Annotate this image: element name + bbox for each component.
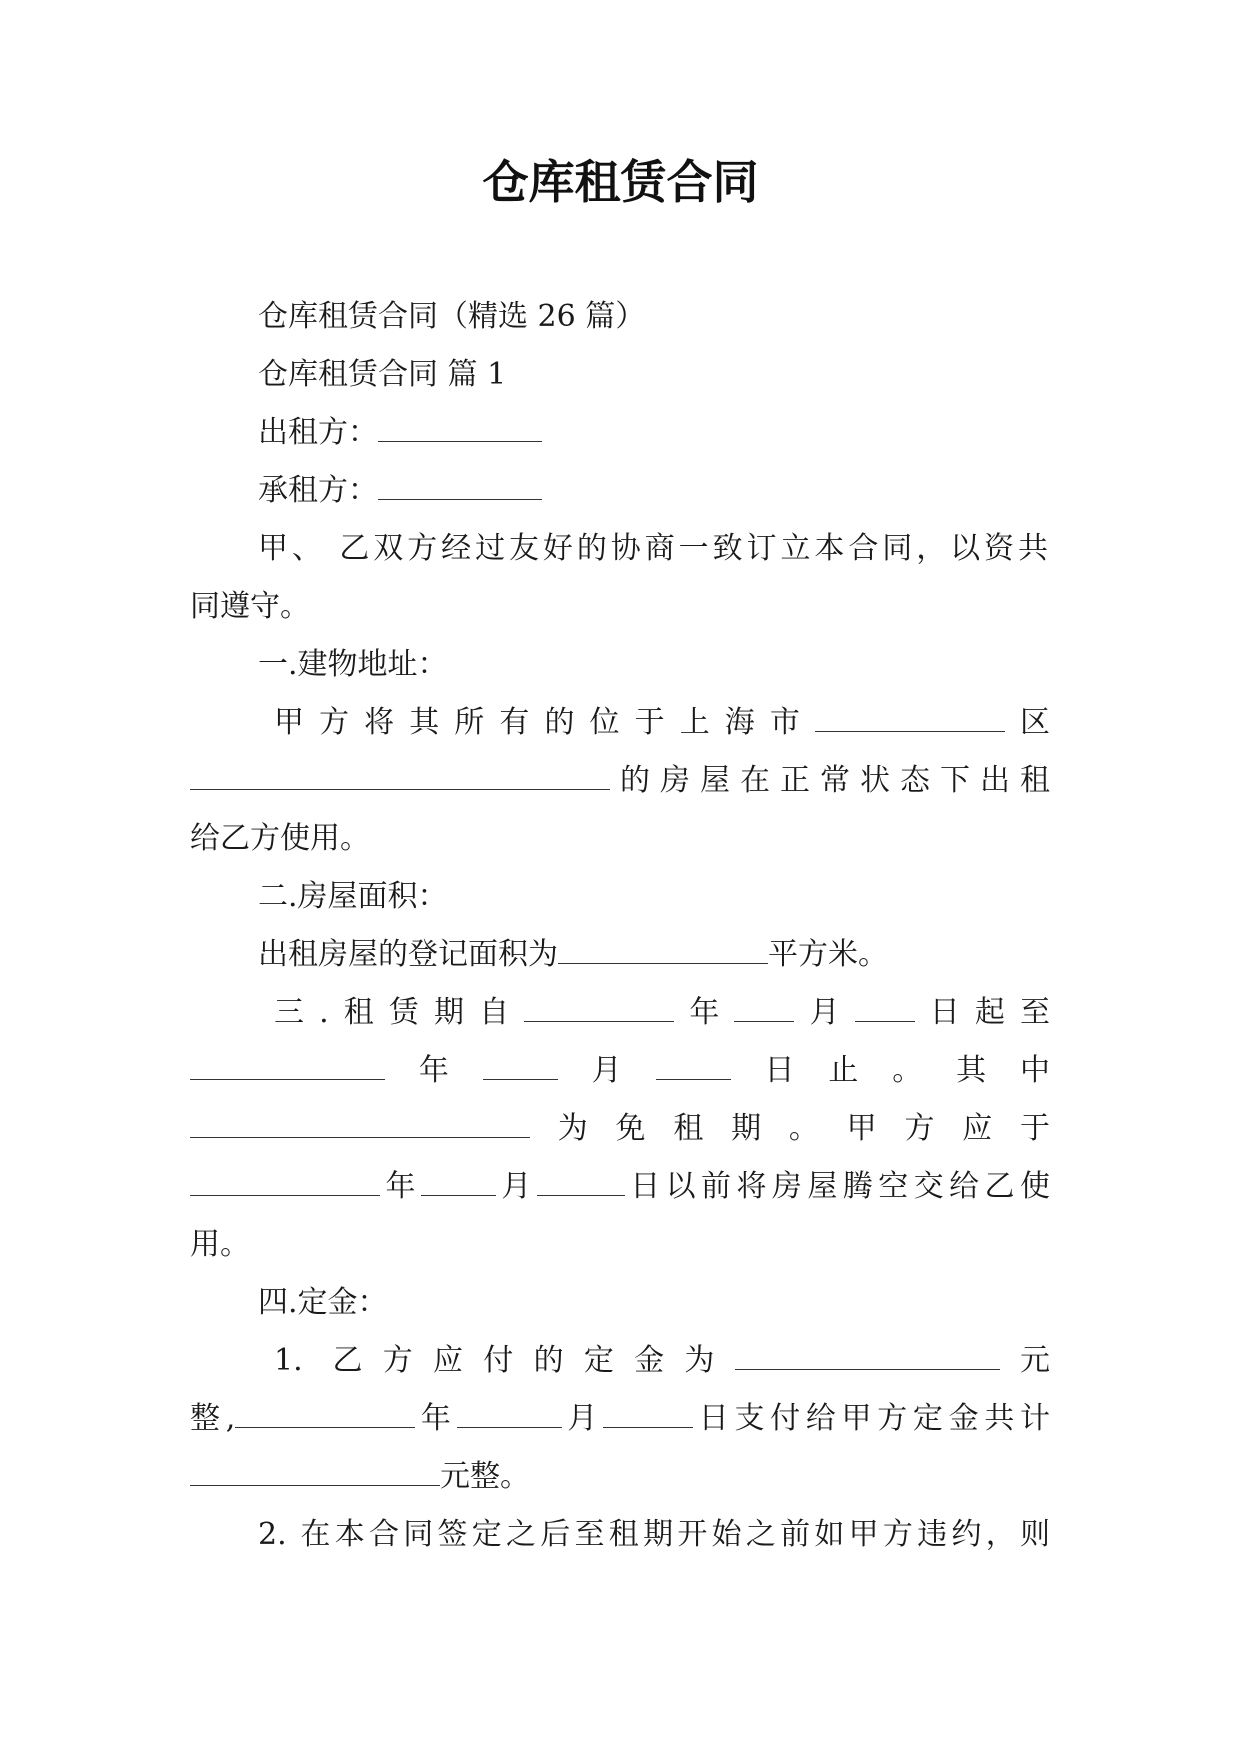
clause3-line-2: [190, 1042, 1050, 1100]
lessee-label: 承租方：: [258, 473, 378, 508]
deposit-amount-blank: [735, 1343, 1000, 1370]
clause1-text: 甲方将其所有的位于上海市: [274, 705, 815, 740]
start-year-label: 年: [674, 995, 735, 1030]
deposit-whole: 整,: [190, 1401, 236, 1436]
end-month-label: 月: [557, 1053, 656, 1088]
clause1-line-3: 给乙方使用。: [190, 821, 370, 856]
deposit-total-unit: 元整。: [440, 1459, 530, 1494]
end-day-blank: [656, 1053, 731, 1080]
free-period-text: 为免租期。甲方应于: [530, 1111, 1050, 1146]
intro-line-2: 同遵守。: [190, 589, 310, 624]
area-blank: [558, 937, 768, 964]
clause4-1-line-2: [190, 1390, 1050, 1448]
clause2-text: 出租房屋的登记面积为: [258, 937, 558, 972]
handover-month-label: 月: [495, 1169, 537, 1204]
deposit-text: 1. 乙方应付的定金为: [274, 1343, 735, 1378]
section-heading: 仓库租赁合同 篇 1: [258, 357, 507, 392]
clause4-heading: 四.定金：: [258, 1285, 388, 1320]
lessor-blank: [378, 415, 542, 442]
deposit-month-label: 月: [561, 1401, 604, 1436]
area-unit: 平方米。: [768, 937, 888, 972]
start-year-blank: [524, 995, 674, 1022]
handover-year-blank: [190, 1169, 380, 1196]
clause1-line-2: [190, 752, 1050, 810]
clause4-2-line: 2. 在本合同签定之后至租期开始之前如甲方违约，则: [258, 1517, 1050, 1552]
deposit-month-blank: [457, 1401, 562, 1428]
free-period-blank: [190, 1111, 530, 1138]
clause3-line-5: 用。: [190, 1227, 250, 1262]
clause2-line: [190, 926, 1050, 984]
lessor-line: [190, 404, 1050, 462]
handover-text: 日以前将房屋腾空交给乙使: [624, 1169, 1050, 1204]
clause3-line-1: [190, 984, 1050, 1042]
end-year-label: 年: [385, 1053, 483, 1088]
end-month-blank: [483, 1053, 558, 1080]
clause4-1-line-3: [190, 1448, 1050, 1506]
deposit-unit: 元: [999, 1343, 1050, 1378]
deposit-year-blank: [235, 1401, 415, 1428]
address-blank: [190, 763, 610, 790]
deposit-pay-text: 日支付给甲方定金共计: [693, 1401, 1050, 1436]
end-day-text: 日止。其中: [730, 1053, 1050, 1088]
deposit-total-blank: [190, 1459, 440, 1486]
lessee-line: [190, 462, 1050, 520]
document-body: [190, 288, 1050, 1564]
start-month-blank: [734, 995, 794, 1022]
deposit-year-label: 年: [415, 1401, 457, 1436]
clause3-text: 三.租赁期自: [274, 995, 525, 1030]
handover-month-blank: [421, 1169, 496, 1196]
clause3-line-4: [190, 1158, 1050, 1216]
lessee-blank: [378, 473, 542, 500]
start-month-label: 月: [794, 995, 855, 1030]
subtitle: 仓库租赁合同（精选 26 篇）: [258, 299, 646, 334]
district-label: 区: [1004, 705, 1050, 740]
handover-year-label: 年: [380, 1169, 421, 1204]
district-blank: [815, 705, 1005, 732]
clause3-line-3: [190, 1100, 1050, 1158]
start-day-text: 日起至: [914, 995, 1050, 1030]
intro-line-1: 甲、 乙双方经过友好的协商一致订立本合同，以资共: [258, 531, 1050, 566]
clause1-heading: 一.建物地址：: [258, 647, 448, 682]
document-title: 仓库租赁合同: [482, 155, 759, 209]
clause2-heading: 二.房屋面积：: [258, 879, 448, 914]
end-year-blank: [190, 1053, 385, 1080]
lessor-label: 出租方：: [258, 415, 378, 450]
handover-day-blank: [537, 1169, 625, 1196]
clause1-text-2: 的房屋在正常状态下出租: [610, 763, 1050, 798]
start-day-blank: [855, 995, 915, 1022]
clause4-1-line-1: [190, 1332, 1050, 1390]
clause1-line-1: [190, 694, 1050, 752]
deposit-day-blank: [603, 1401, 693, 1428]
